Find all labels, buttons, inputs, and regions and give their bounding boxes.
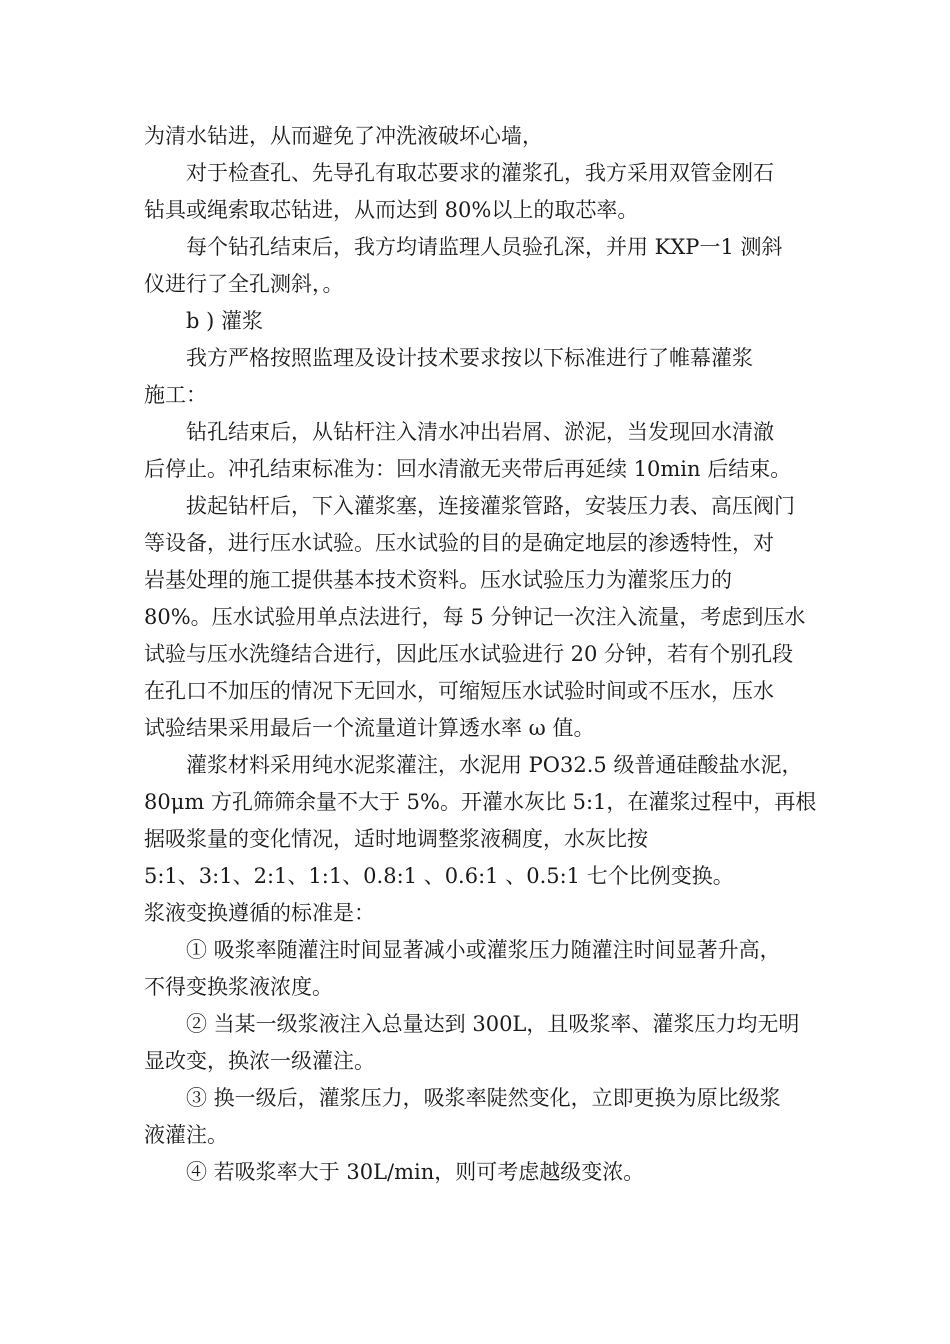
text-line: 80%。压水试验用单点法进行，每 5 分钟记一次注入流量，考虑到压水 xyxy=(144,605,806,629)
text-line: 灌浆材料采用纯水泥浆灌注，水泥用 PO32.5 级普通硅酸盐水泥， xyxy=(186,753,803,777)
text-line: 据吸浆量的变化情况，适时地调整浆液稠度，水灰比按 xyxy=(144,827,648,851)
text-line: 岩基处理的施工提供基本技术资料。压水试验压力为灌浆压力的 xyxy=(144,568,732,592)
text-line: b ) 灌浆 xyxy=(186,309,263,333)
text-line: ③ 换一级后，灌浆压力，吸浆率陡然变化，立即更换为原比级浆 xyxy=(186,1086,781,1110)
text-line: ② 当某一级浆液注入总量达到 300L，且吸浆率、灌浆压力均无明 xyxy=(186,1012,800,1036)
text-line: 施工： xyxy=(144,383,207,407)
paragraph xyxy=(144,414,814,488)
text-line: 浆液变换遵循的标准是： xyxy=(144,901,375,925)
list-item xyxy=(144,1006,814,1080)
text-line: 等设备，进行压水试验。压水试验的目的是确定地层的渗透特性，对 xyxy=(144,531,774,555)
text-line: 拔起钻杆后，下入灌浆塞，连接灌浆管路，安装压力表、高压阀门 xyxy=(186,494,795,518)
paragraph xyxy=(144,155,814,229)
text-line: ① 吸浆率随灌注时间显著减小或灌浆压力随灌注时间显著升高， xyxy=(186,938,781,962)
paragraph xyxy=(144,747,817,895)
text-line: 试验与压水洗缝结合进行，因此压水试验进行 20 分钟，若有个别孔段 xyxy=(144,642,794,666)
text-line: 显改变，换浓一级灌注。 xyxy=(144,1049,375,1073)
text-line: 钻孔结束后，从钻杆注入清水冲出岩屑、淤泥，当发现回水清澈 xyxy=(186,420,774,444)
list-item xyxy=(144,1080,814,1154)
list-item xyxy=(144,1154,814,1191)
text-line: 仪进行了全孔测斜，。 xyxy=(144,272,344,296)
document-body xyxy=(144,118,817,1191)
list-item xyxy=(144,932,814,1006)
text-line: 试验结果采用最后一个流量道计算透水率 ω 值。 xyxy=(144,716,595,740)
text-line: 后停止。冲孔结束标准为：回水清澈无夹带后再延续 10min 后结束。 xyxy=(144,457,792,481)
text-line: 钻具或绳索取芯钻进，从而达到 80%以上的取芯率。 xyxy=(144,198,639,222)
section-heading xyxy=(144,303,814,340)
paragraph xyxy=(144,340,814,414)
text-line: 80μm 方孔筛筛余量不大于 5%。开灌水灰比 5:1，在灌浆过程中，再根 xyxy=(144,790,817,814)
paragraph xyxy=(144,895,814,932)
text-line: 为清水钻进，从而避免了冲洗液破坏心墙， xyxy=(144,124,543,148)
text-line: 不得变换浆液浓度。 xyxy=(144,975,333,999)
paragraph xyxy=(144,118,814,155)
text-line: 每个钻孔结束后，我方均请监理人员验孔深，并用 KXP一1 测斜 xyxy=(186,235,783,259)
text-line: 对于检查孔、先导孔有取芯要求的灌浆孔，我方采用双管金刚石 xyxy=(186,161,774,185)
text-line: 液灌注。 xyxy=(144,1123,228,1147)
text-line: ④ 若吸浆率大于 30L/min，则可考虑越级变浓。 xyxy=(186,1160,645,1184)
paragraph xyxy=(144,229,814,303)
paragraph xyxy=(144,488,814,747)
text-line: 5:1、3:1、2:1、1:1、0.8:1 、0.6:1 、0.5:1 七个比例变换。 xyxy=(144,864,734,888)
text-line: 我方严格按照监理及设计技术要求按以下标准进行了帷幕灌浆 xyxy=(186,346,753,370)
text-line: 在孔口不加压的情况下无回水，可缩短压水试验时间或不压水，压水 xyxy=(144,679,774,703)
